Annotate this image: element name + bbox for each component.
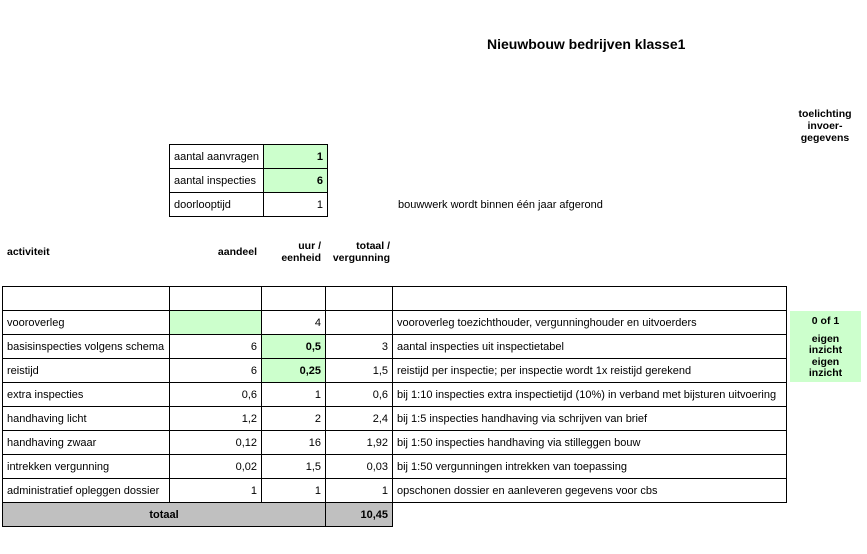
param-label: aantal inspecties [170,169,264,193]
share-input[interactable] [170,311,262,335]
column-header-total [330,240,390,264]
empty-cell [393,503,787,527]
note-cell[interactable]: bij 1:5 inspecties handhaving via schrijven van brief [393,407,787,431]
note-cell[interactable]: opschonen dossier en aanleveren gegevens voor cbs [393,479,787,503]
share-cell[interactable]: 0,12 [170,431,262,455]
activity-cell[interactable]: administratief opleggen dossier [3,479,170,503]
hours-input[interactable]: 0,25 [262,359,326,383]
total-cell[interactable]: 1 [326,479,393,503]
blank-row [3,287,787,311]
param-label: doorlooptijd [170,193,264,217]
total-cell[interactable]: 3 [326,335,393,359]
note-cell[interactable]: aantal inspecties uit inspectietabel [393,335,787,359]
param-label: aantal aanvragen [170,145,264,169]
total-cell[interactable]: 1,5 [326,359,393,383]
activity-cell[interactable]: handhaving zwaar [3,431,170,455]
side-note: inzicht [808,367,843,379]
activity-cell[interactable]: intrekken vergunning [3,455,170,479]
total-cell[interactable]: 2,4 [326,407,393,431]
column-header-total-line: totaal / [356,240,390,252]
activity-cell[interactable]: vooroverleg [3,311,170,335]
param-doorlooptijd-value[interactable]: 1 [264,193,328,217]
total-cell[interactable]: 1,92 [326,431,393,455]
cell[interactable] [393,287,787,311]
table-row [3,359,787,383]
hours-cell[interactable]: 4 [262,311,326,335]
note-cell[interactable]: bij 1:10 inspecties extra inspectietijd (10%) in verband met bijsturen uitvoering [393,383,787,407]
table-row [3,431,787,455]
table-row [3,407,787,431]
side-notes [790,311,861,382]
side-note: eigen [811,332,840,345]
cell[interactable] [326,287,393,311]
note-cell[interactable]: bij 1:50 inspecties handhaving via stilleggen bouw [393,431,787,455]
table-row [3,335,787,359]
hours-cell[interactable]: 2 [262,407,326,431]
note-cell[interactable]: reistijd per inspectie; per inspectie wordt 1x reistijd gerekend [393,359,787,383]
hours-cell[interactable]: 1,5 [262,455,326,479]
cell[interactable] [3,287,170,311]
cell[interactable] [170,287,262,311]
column-header-activity: activiteit [7,246,50,258]
hours-cell[interactable]: 1 [262,383,326,407]
share-cell[interactable]: 1,2 [170,407,262,431]
table-row [3,383,787,407]
activities-table [2,286,787,527]
column-header-share: aandeel [217,246,257,258]
side-note: 0 of 1 [811,315,840,327]
column-header-total-line: vergunning [332,252,390,264]
side-note: inzicht [808,344,843,356]
activity-cell[interactable]: extra inspecties [3,383,170,407]
activity-cell[interactable]: reistijd [3,359,170,383]
table-row [3,311,787,335]
share-cell[interactable]: 0,6 [170,383,262,407]
total-value[interactable]: 10,45 [326,503,393,527]
activity-cell[interactable]: handhaving licht [3,407,170,431]
param-row [170,145,328,169]
column-header-hours-line: eenheid [281,252,321,264]
toelichting-header-line: gegevens [800,132,850,144]
total-row [3,503,787,527]
total-cell[interactable]: 0,03 [326,455,393,479]
share-cell[interactable]: 1 [170,479,262,503]
column-header-hours-line: uur / [298,240,321,252]
activity-cell[interactable]: basisinspecties volgens schema [3,335,170,359]
note-cell[interactable]: bij 1:50 vergunningen intrekken van toepassing [393,455,787,479]
side-note: eigen [811,355,840,368]
total-cell[interactable]: 0,6 [326,383,393,407]
share-cell[interactable]: 6 [170,359,262,383]
page-title: Nieuwbouw bedrijven klasse1 [487,36,686,52]
param-inspecties-input[interactable]: 6 [264,169,328,193]
param-row [170,169,328,193]
total-label: totaal [3,503,326,527]
share-cell[interactable]: 0,02 [170,455,262,479]
table-row [3,455,787,479]
toelichting-header [790,108,860,144]
total-cell[interactable] [326,311,393,335]
hours-cell[interactable]: 16 [262,431,326,455]
share-cell[interactable]: 6 [170,335,262,359]
toelichting-header-line: toelichting [798,108,852,120]
column-header-hours [266,240,321,264]
hours-cell[interactable]: 1 [262,479,326,503]
param-aanvragen-input[interactable]: 1 [264,145,328,169]
param-row [170,193,328,217]
table-row [3,479,787,503]
doorlooptijd-note: bouwwerk wordt binnen één jaar afgerond [398,199,603,211]
note-cell[interactable]: vooroverleg toezichthouder, vergunninghouder en uitvoerders [393,311,787,335]
toelichting-header-line: invoer- [807,120,843,132]
hours-input[interactable]: 0,5 [262,335,326,359]
cell[interactable] [262,287,326,311]
parameters-table [169,144,328,217]
